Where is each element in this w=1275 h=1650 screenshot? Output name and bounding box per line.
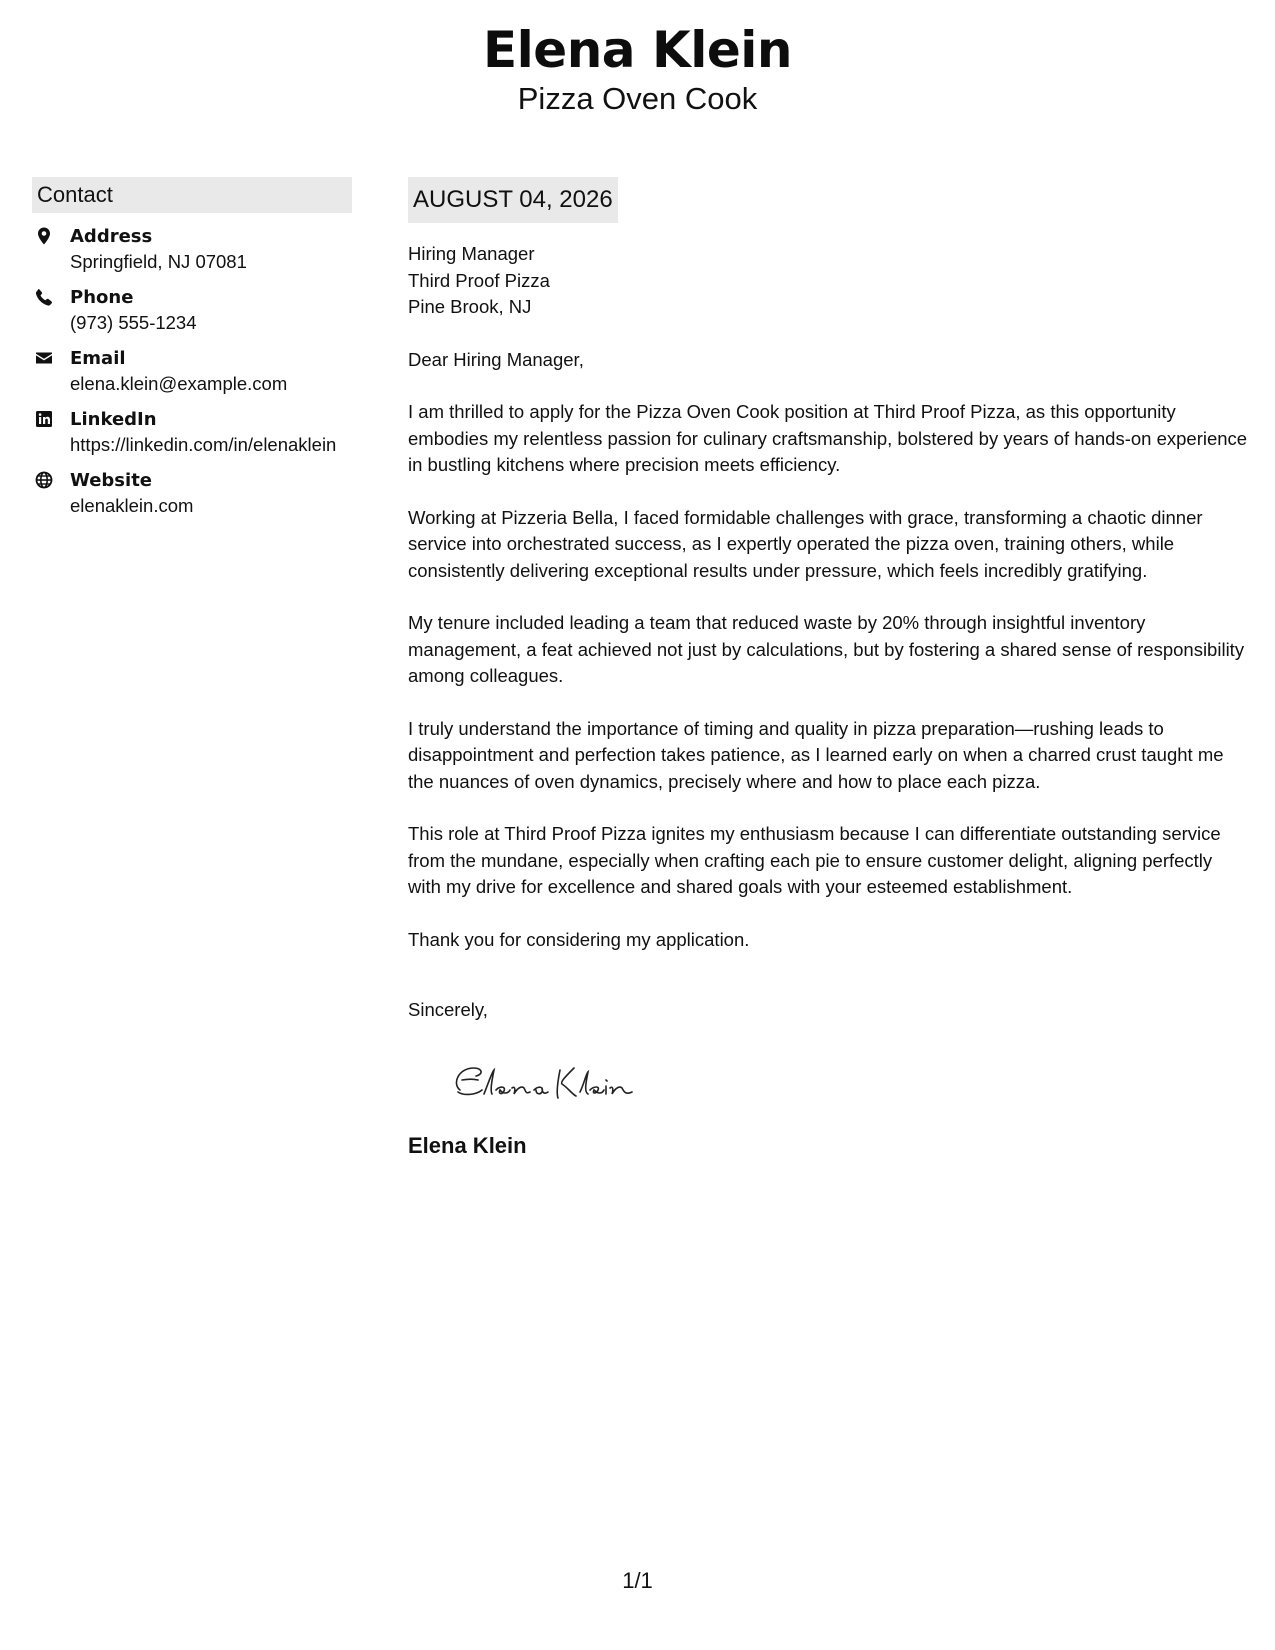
linkedin-value[interactable]: https://linkedin.com/in/elenaklein	[70, 434, 337, 455]
recipient-location: Pine Brook, NJ	[408, 296, 532, 317]
contact-heading: Contact	[32, 177, 352, 213]
page-number: 1/1	[622, 1568, 653, 1593]
letter-paragraph: This role at Third Proof Pizza ignites my enthusiasm because I can differentiate outstanding service from the mundane, especially when crafting each pie to ensure customer delight, aligning perfectly with my drive for excellence and shared goals with your esteemed establishment.	[408, 823, 1221, 897]
letter-paragraph: Working at Pizzeria Bella, I faced formidable challenges with grace, transforming a chaotic dinner service into orchestrated success, as I expertly operated the pizza oven, training others, while consistently delivering exceptional results under pressure, which feels incredibly gratifying.	[408, 506, 1203, 581]
contact-phone	[32, 285, 352, 335]
email-label: Email	[70, 348, 126, 369]
envelope-icon	[34, 348, 54, 368]
applicant-name: Elena Klein	[483, 21, 792, 79]
address-label: Address	[70, 226, 153, 247]
signer-name: Elena Klein	[408, 1132, 527, 1158]
letter-paragraph: I truly understand the importance of timing and quality in pizza preparation—rushing leads to disappointment and perfection takes patience, as I learned early on when a charred crust taught me the nuances of oven dynamics, precisely where and how to place each pizza.	[408, 717, 1224, 792]
recipient-company: Third Proof Pizza	[408, 269, 550, 291]
phone-value: (973) 555-1234	[70, 312, 197, 333]
contact-website	[32, 468, 352, 518]
closing-thanks: Thank you for considering my application.	[408, 928, 750, 950]
letter-paragraph: My tenure included leading a team that reduced waste by 20% through insightful inventory management, a feat achieved not just by calculations, but by fostering a shared sense of responsibility among colleagues.	[408, 612, 1245, 686]
contact-address	[32, 224, 352, 274]
contact-linkedin	[32, 407, 352, 457]
map-pin-icon	[34, 226, 54, 246]
job-title: Pizza Oven Cook	[517, 81, 758, 116]
letter-header	[0, 20, 1275, 118]
handwritten-signature	[448, 1054, 648, 1110]
linkedin-label: LinkedIn	[70, 409, 157, 430]
contact-sidebar	[32, 177, 352, 518]
email-value: elena.klein@example.com	[70, 373, 288, 394]
letter-paragraph: I am thrilled to apply for the Pizza Oven Cook position at Third Proof Pizza, as this opportunity embodies my relentless passion for culinary craftsmanship, bolstered by years of hands-on experience in bustling kitchens where precision meets efficiency.	[408, 401, 1248, 475]
contact-email	[32, 346, 352, 396]
phone-icon	[34, 287, 54, 307]
globe-icon	[34, 470, 54, 490]
salutation: Dear Hiring Manager,	[408, 348, 584, 370]
letter-body	[408, 177, 1248, 1160]
address-value: Springfield, NJ 07081	[70, 251, 247, 272]
website-label: Website	[70, 470, 153, 491]
recipient-name: Hiring Manager	[408, 243, 535, 264]
phone-label: Phone	[70, 287, 134, 308]
website-value[interactable]: elenaklein.com	[70, 495, 194, 516]
letter-date: AUGUST 04, 2026	[408, 177, 618, 223]
recipient-block	[408, 241, 1248, 321]
linkedin-icon	[34, 409, 54, 429]
sign-off: Sincerely,	[408, 999, 488, 1020]
